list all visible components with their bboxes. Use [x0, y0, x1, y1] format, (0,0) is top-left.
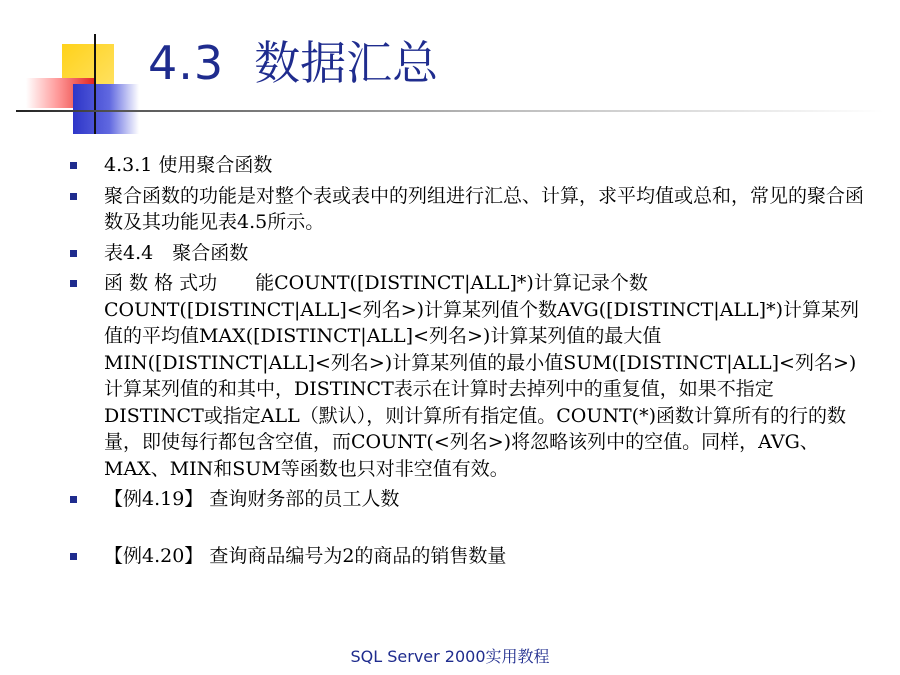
bullet-text: 表4.4 聚合函数	[104, 241, 249, 264]
bullet-item	[70, 152, 865, 179]
bullet-square-icon	[70, 250, 77, 257]
bullet-item	[70, 183, 865, 236]
bullet-square-icon	[70, 553, 77, 560]
slide-title-text: 数据汇总	[254, 36, 439, 90]
bullet-text: 【例4.19】 查询财务部的员工人数	[104, 488, 400, 510]
bullet-square-icon	[70, 280, 77, 287]
bullet-item	[70, 270, 865, 482]
slide-title-number: 4.3	[148, 36, 225, 90]
slide-footer: SQL Server 2000实用教程	[350, 647, 550, 666]
slide-title	[148, 36, 439, 90]
bullet-text: 函 数 格 式功 能COUNT([DISTINCT|ALL]*)计算记录个数COUNT([DISTINCT|ALL]<列名>)计算某列值个数AVG([DISTINCT|ALL]*)计算某列值的平均值MAX([DISTINCT|ALL]<列名>)计算某列值的最大值MIN([DISTINCT|ALL]<列名>)计算某列值的最小值SUM([DISTINCT|ALL]<列名>)计算某列值的和其中，DISTINCT表示在计算时去掉列中的重复值，如果不指定DISTINCT或指定ALL（默认），则计算所有指定值。COUNT(*)函数计算所有的行的数量，即使每行都包含空值，而COUNT(<列名>)将忽略该列中的空值。同样，AVG、MAX、MIN和SUM等函数也只对非空值有效。	[104, 272, 859, 480]
bullet-square-icon	[70, 496, 77, 503]
decor-vertical-line	[94, 34, 96, 134]
bullet-text: 【例4.20】 查询商品编号为2的商品的销售数量	[104, 544, 507, 567]
bullet-square-icon	[70, 162, 77, 169]
bullet-text: 4.3.1 使用聚合函数	[104, 154, 273, 176]
bullet-item	[70, 486, 865, 513]
bullet-square-icon	[70, 193, 77, 200]
bullet-item	[70, 240, 865, 267]
bullet-list	[70, 152, 865, 573]
bullet-text: 聚合函数的功能是对整个表或表中的列组进行汇总、计算，求平均值或总和，常见的聚合函数及其功能见表4.5所示。	[104, 184, 865, 233]
bullet-item	[70, 543, 865, 570]
decor-horizontal-line	[16, 110, 884, 112]
decor-blue-square	[73, 84, 139, 134]
